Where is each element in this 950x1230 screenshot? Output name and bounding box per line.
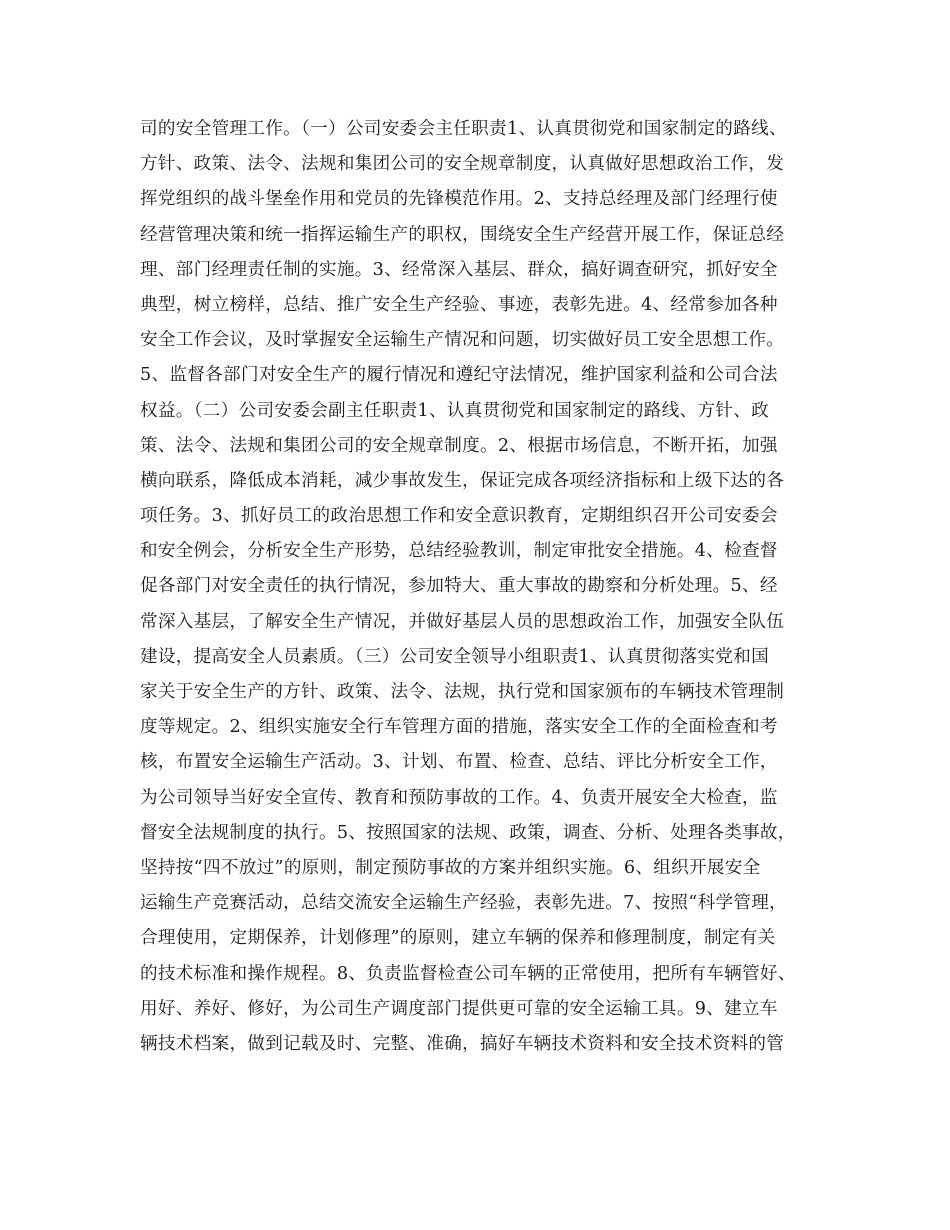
text-line: 权益。（二）公司安委会副主任职责1、认真贯彻党和国家制定的路线、方针、政	[140, 400, 769, 421]
body-text	[140, 112, 840, 1062]
text-line: 司的安全管理工作。（一）公司安委会主任职责1、认真贯彻党和国家制定的路线、	[140, 119, 787, 139]
text-line: 为公司领导当好安全宣传、教育和预防事故的工作。4、负责开展安全大检查，监	[140, 787, 778, 808]
text-line: 策、法令、法规和集团公司的安全规章制度。2、根据市场信息，不断开拓，加强	[140, 435, 778, 456]
text-line: 辆技术档案，做到记载及时、完整、准确，搞好车辆技术资料和安全技术资料的管	[140, 1033, 785, 1054]
text-line: 合理使用，定期保养，计划修理”的原则，建立车辆的保养和修理制度，制定有关	[140, 928, 776, 949]
text-line: 方针、政策、法令、法规和集团公司的安全规章制度，认真做好思想政治工作，发	[140, 154, 785, 175]
text-line: 家关于安全生产的方针、政策、法令、法规，执行党和国家颁布的车辆技术管理制	[140, 682, 785, 702]
text-line: 常深入基层，了解安全生产情况，并做好基层人员的思想政治工作，加强安全队伍	[140, 611, 785, 632]
text-line: 理、部门经理责任制的实施。3、经常深入基层、群众，搞好调查研究，抓好安全	[140, 259, 778, 280]
text-line: 挥党组织的战斗堡垒作用和党员的先锋模范作用。2、支持总经理及部门经理行使	[140, 189, 778, 210]
text-line: 督安全法规制度的执行。5、按照国家的法规、政策，调查、分析、处理各类事故，	[140, 822, 796, 843]
text-line: 用好、养好、修好，为公司生产调度部门提供更可靠的安全运输工具。9、建立车	[140, 998, 778, 1019]
text-line: 运输生产竞赛活动，总结交流安全运输生产经验，表彰先进。7、按照“科学管理，	[140, 893, 788, 914]
text-line: 核，布置安全运输生产活动。3、计划、布置、检查、总结、评比分析安全工作，	[140, 752, 778, 773]
text-line: 和安全例会，分析安全生产形势，总结经验教训，制定审批安全措施。4、检查督	[140, 541, 778, 562]
text-line: 5、监督各部门对安全生产的履行情况和遵纪守法情况，维护国家利益和公司合法	[140, 365, 778, 386]
text-line: 典型，树立榜样，总结、推广安全生产经验、事迹，表彰先进。4、经常参加各种	[140, 294, 778, 315]
text-line: 坚持按“四不放过”的原则，制定预防事故的方案并组织实施。6、组织开展安全	[140, 857, 761, 878]
text-line: 度等规定。2、组织实施安全行车管理方面的措施，落实安全工作的全面检查和考	[140, 717, 778, 738]
text-line: 经营管理决策和统一指挥运输生产的职权，围绕安全生产经营开展工作，保证总经	[140, 224, 785, 245]
text-line: 建设，提高安全人员素质。（三）公司安全领导小组职责1、认真贯彻落实党和国	[140, 646, 769, 667]
text-line: 横向联系，降低成本消耗，减少事故发生，保证完成各项经济指标和上级下达的各	[140, 470, 785, 491]
text-line: 促各部门对安全责任的执行情况，参加特大、重大事故的勘察和分析处理。5、经	[140, 576, 778, 597]
text-line: 项任务。3、抓好员工的政治思想工作和安全意识教育，定期组织召开公司安委会	[140, 506, 778, 527]
text-line: 的技术标准和操作规程。8、负责监督检查公司车辆的正常使用，把所有车辆管好、	[140, 963, 796, 984]
text-line: 安全工作会议，及时掌握安全运输生产情况和问题，切实做好员工安全思想工作。	[140, 330, 785, 351]
